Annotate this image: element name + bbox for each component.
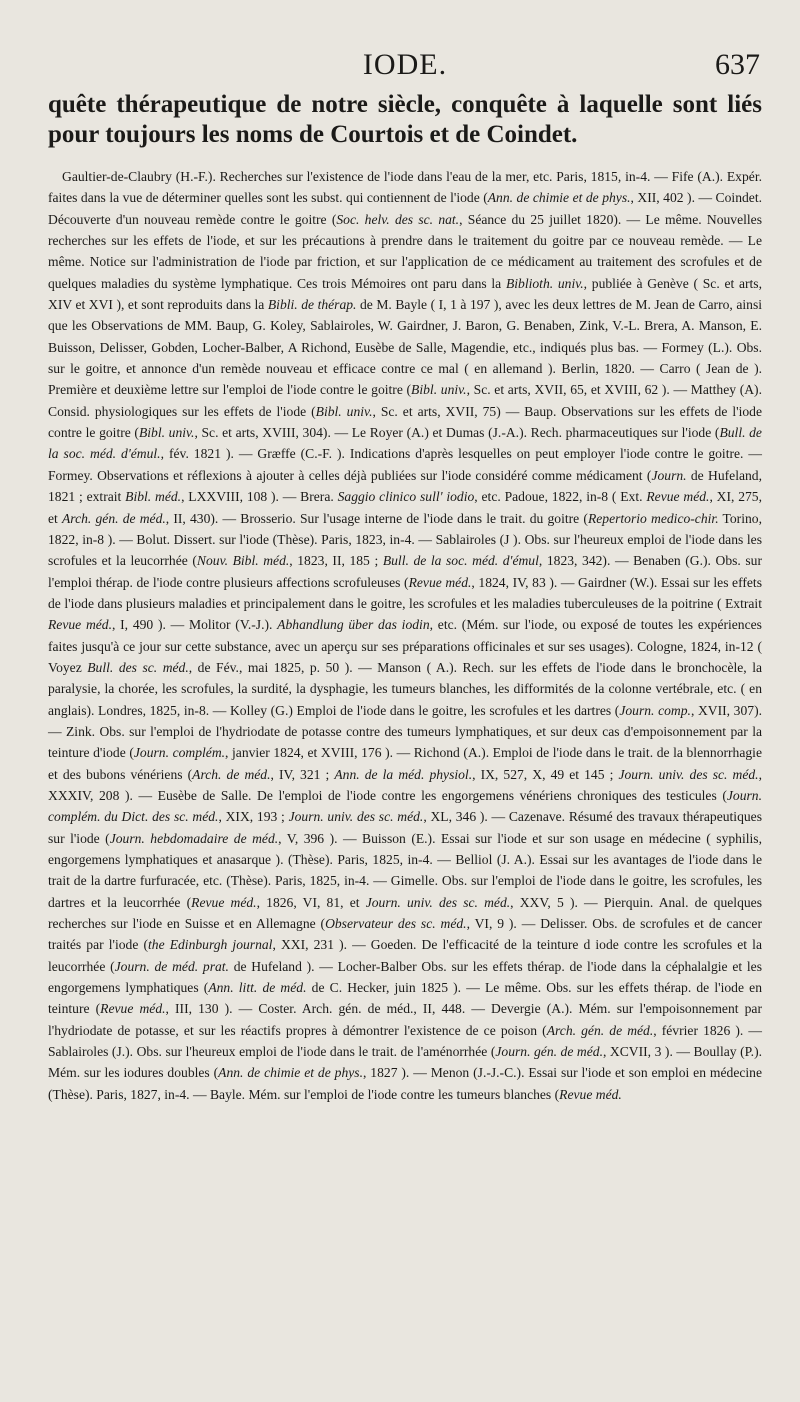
- bibliography-text: , 1824, IV, 83 ). — Gairdner (W.). Essai sur les effets de l'iode dans plusieurs maladies et principalement dans le goitre, les scrofules et les maladies tuberculeuses de la poitrine ( Extrait: [48, 574, 763, 611]
- bibliography-text: , fév. 1821 ). — Græffe (C.-F. ). Indications d'après lesquelles on peut employer l'iode contre le goitre. — Formey. Observations et réflexions à ajouter à celles déjà publiées sur l'iode considéré comme médicament (: [48, 446, 762, 483]
- bibliography-text: , XII, 402 ). — Coindet. Découverte d'un nouveau remède contre le goitre (: [48, 190, 763, 227]
- bibliography-source-title: Bibli. de thérap.: [267, 297, 357, 313]
- bibliography-source-title: Observateur des sc. méd.: [325, 916, 467, 932]
- bibliography-text: de C. Hecker, juin 1825 ). — Le même. Obs. sur les effets thérap. de l'iode en teinture (: [48, 980, 762, 1017]
- bibliography-text: , XL, 346 ). — Cazenave. Résumé des travaux thérapeutiques sur l'iode (: [48, 809, 762, 846]
- bibliography-source-title: Revue méd.: [191, 894, 257, 910]
- bibliography-text: , XXV, 5 ). — Pierquin. Anal. de quelques recherches sur l'iode en Suisse et en Allemagne (: [48, 894, 762, 932]
- bibliography-source-title: Arch. de méd.: [192, 766, 271, 782]
- bibliography-source-title: Ann. de chimie et de phys.: [218, 1065, 363, 1081]
- bibliography-text: Gaultier-de-Claubry (H.-F.). Recherches sur l'existence de l'iode dans l'eau de la mer, etc. Paris, 1815, in-4. — Fife (A.). Expér. faites dans la vue de déterminer quelles sont les subst. qui contiennent de l'iode (: [48, 169, 762, 206]
- bibliography-text: , I, 490 ). — Molitor (V.-J.).: [112, 617, 278, 633]
- bibliography-source-title: the Edinburgh journal: [148, 937, 273, 953]
- bibliography-source-title: Journ. gén. de méd.: [495, 1044, 603, 1060]
- bibliography-source-title: Journ. univ. des sc. méd.: [618, 766, 759, 782]
- bibliography-text: , LXXVIII, 108 ). — Brera.: [181, 489, 338, 505]
- bibliography-source-title: Journ.: [651, 467, 687, 483]
- bibliography-source-title: Journ. complém.: [133, 745, 226, 761]
- bibliography-text: , XVII, 307). — Zink. Obs. sur l'emploi de l'hydriodate de potasse contre des tumeurs lymphatiques, et sur deux cas d'empoisonnement par la teinture d'iode (: [48, 702, 762, 761]
- bibliography-source-title: Bibl. méd.: [125, 489, 182, 505]
- bibliography-text: , Sc. et arts, XVII, 65, et XVIII, 62 ). — Matthey (A). Consid. physiologiques sur les effets de l'iode (: [48, 382, 762, 419]
- bibliography-source-title: Journ. comp.: [619, 702, 691, 718]
- bibliography-text: , III, 130 ). — Coster. Arch. gén. de méd., II, 448. — Devergie (A.). Mém. sur l'empoisonnement par l'hydriodate de potasse, et sur les réactifs propres à démontrer l'existence de ce poison (: [48, 1001, 762, 1038]
- bibliography-source-title: Arch. gén. de méd.: [62, 510, 166, 526]
- bibliography-source-title: Soc. helv. des sc. nat.: [336, 211, 460, 227]
- bibliography-source-title: Bibl. univ.: [411, 382, 467, 398]
- bibliography-source-title: Journ. univ. des sc. méd.: [288, 809, 424, 825]
- bibliography-text: , Séance du 25 juillet 1820). — Le même. Nouvelles recherches sur les effets de l'iode, et sur les précautions à prendre dans le traitement du goitre par ce nouveau remède. — Le même. Notice sur l'administration de l'iode par friction, et sur l'application de ce médicament au traitement des scrofules et de quelques maladies du système lymphatique. Ces trois Mémoires ont paru dans la: [48, 211, 763, 291]
- bibliography-source-title: Revue méd.: [100, 1001, 166, 1017]
- intro-paragraph: quête thérapeutique de notre siècle, conquête à laquelle sont liés pour toujours les noms de Courtois et de Coindet.: [48, 91, 762, 148]
- bibliography-text: , publiée à Genève ( Sc. et arts, XIV et XVI ), et sont reproduits dans la: [48, 275, 762, 313]
- bibliography-text: , etc. Padoue, 1822, in-8 ( Ext.: [474, 489, 647, 505]
- page-number: 637: [715, 48, 760, 81]
- bibliography-source-title: Revue méd.: [559, 1086, 622, 1102]
- bibliography-text: , VI, 9 ). — Delisser. Obs. de scrofules et de cancer traités par l'iode (: [48, 916, 762, 953]
- bibliography-source-title: Revue méd.: [48, 617, 112, 633]
- bibliography-source-title: Ann. de chimie et de phys.: [487, 190, 631, 206]
- bibliography-text: , IX, 527, X, 49 et 145 ;: [472, 766, 619, 782]
- bibliography-text: de Hufeland ). — Locher-Balber Obs. sur les effets thérap. de l'iode dans la céphalalgie et les engorgemens lymphatiques (: [48, 958, 762, 996]
- bibliography-text: , 1826, VI, 81, et: [256, 894, 366, 910]
- bibliography-text: , XI, 275, et: [48, 489, 762, 526]
- bibliography-text: , février 1826 ). — Sablairoles (J.). Obs. sur l'heureux emploi de l'iode dans le trait. de l'aménorrhée (: [48, 1022, 762, 1060]
- bibliography-source-title: Nouv. Bibl. méd.: [196, 553, 290, 569]
- bibliography-source-title: Journ. hebdomadaire de méd.: [109, 830, 279, 846]
- bibliography-source-title: Journ. de méd. prat.: [114, 958, 229, 974]
- bibliography-text: , V, 396 ). — Buisson (E.). Essai sur l'iode et sur son usage en médecine ( syphilis, engorgemens lymphatiques et anasarque ). (Thèse). Paris, 1825, in-4. — Belliol (J. A.). Essai sur les avantages de l'iode dans le trait de la dartre furfuracée, etc. (Thèse). Paris, 1825, in-4. — Gimelle. Obs. sur l'emploi de l'iode dans le goitre, les scrofules, les dartres et la leucorrhée (: [48, 830, 762, 910]
- bibliography-source-title: Bull. des sc. méd.: [87, 659, 189, 675]
- bibliography-text: , 1823, 342). — Benaben (G.). Obs. sur l'emploi thérap. de l'iode contre plusieurs affections scrofuleuses (: [48, 553, 763, 590]
- bibliography-source-title: Bull. de la soc. méd. d'émul: [382, 553, 539, 569]
- bibliography-text: , Sc. et arts, XVII, 75) — Baup. Observations sur les effets de l'iode contre le goitre (: [48, 403, 762, 441]
- bibliography-source-title: Ann. litt. de méd.: [208, 980, 307, 996]
- bibliography-source-title: Journ. univ. des sc. méd.: [365, 894, 511, 910]
- bibliography-text: , II, 430). — Brosserio. Sur l'usage interne de l'iode dans le trait. du goitre (: [165, 510, 588, 526]
- bibliography-text: , Sc. et arts, XVIII, 304). — Le Royer (A.) et Dumas (J.-A.). Rech. pharmaceutiques sur l'iode (: [194, 425, 720, 441]
- bibliography-source-title: Revue méd.: [646, 489, 710, 505]
- bibliography-source-title: Bibl. univ.: [138, 425, 195, 441]
- bibliography-source-title: Abhandlung über das iodin: [277, 617, 430, 633]
- bibliography-text: , IV, 321 ;: [270, 766, 335, 782]
- bibliography-source-title: Revue méd.: [408, 574, 472, 590]
- bibliography-text: , XXI, 231 ). — Goeden. De l'efficacité de la teinture d iode contre les scrofules et la leucorrhée (: [48, 937, 762, 974]
- bibliography-text: Torino, 1822, in-8 ). — Bolut. Dissert. sur l'iode (Thèse). Paris, 1823, in-4. — Sablairoles (J ). Obs. sur l'heureux emploi de l'iode dans les scrofules et la leucorrhée (: [48, 510, 762, 569]
- bibliography-text: , de Fév., mai 1825, p. 50 ). — Manson ( A.). Rech. sur les effets de l'iode dans le bronchocèle, la paralysie, la chorée, les scrofules, la surdité, la dysphagie, les tumeurs blanches, les difformités de la colonne vertébrale, etc. ( en anglais). Londres, 1825, in-8. — Kolley (G.) Emploi de l'iode dans le goitre, les scrofules et les dartres (: [48, 659, 763, 718]
- bibliography-text: de M. Bayle ( I, 1 à 197 ), avec les deux lettres de M. Jean de Carro, ainsi que les Observations de MM. Baup, G. Koley, Sablairoles, W. Gairdner, J. Baron, G. Benaben, Zink, V.-L. Brera, A. Manson, E. Buisson, Delisser, Gobden, Locher-Balber, A Richond, Eusèbe de Salle, Magendie, etc., indiqués plus bas. — Formey (L.). Obs. sur le goitre, et annonce d'un remède nouveau et efficace contre ce mal ( en allemand ). Berlin, 1820. — Carro ( Jean de ). Première et deuxième lettre sur l'emploi de l'iode contre le goitre (: [48, 297, 763, 398]
- running-title: IODE.: [362, 48, 448, 81]
- bibliography-paragraph: [48, 166, 762, 1105]
- bibliography-source-title: Biblioth. univ.: [505, 275, 584, 291]
- bibliography-text: , 1827 ). — Menon (J.-J.-C.). Essai sur l'iode et son emploi en médecine (Thèse). Paris, 1827, in-4. — Bayle. Mém. sur l'emploi de l'iode contre les tumeurs blanches (: [48, 1065, 762, 1102]
- bibliography-text: , XXXIV, 208 ). — Eusèbe de Salle. De l'emploi de l'iode contre les engorgemens vénériens chroniques des testicules (: [48, 766, 762, 803]
- bibliography-text: , janvier 1824, et XVIII, 176 ). — Richond (A.). Emploi de l'iode dans le trait. de la blennorrhagie et des bubons vénériens (: [48, 745, 762, 782]
- bibliography-source-title: Repertorio medico-chir.: [587, 510, 719, 526]
- bibliography-source-title: Bull. de la soc. méd. d'émul.: [48, 425, 762, 462]
- bibliography-source-title: Journ. complém. du Dict. des sc. méd.: [48, 787, 762, 825]
- bibliography-text: , 1823, II, 185 ;: [289, 553, 383, 569]
- bibliography-source-title: Arch. gén. de méd.: [546, 1022, 654, 1038]
- bibliography-text: , XIX, 193 ;: [218, 809, 289, 825]
- bibliography-source-title: Ann. de la méd. physiol.: [334, 766, 473, 782]
- bibliography-source-title: Saggio clinico sull' iodio: [337, 489, 475, 505]
- bibliography-text: de Hufeland, 1821 ; extrait: [48, 467, 763, 505]
- running-head: [48, 44, 762, 84]
- bibliography-source-title: Bibl. univ.: [315, 403, 373, 419]
- bibliography-text: , XCVII, 3 ). — Boullay (P.). Mém. sur les iodures doubles (: [48, 1044, 762, 1081]
- bibliography-text: , etc. (Mém. sur l'iode, ou exposé de toutes les expériences faites jusqu'à ce jour sur cette substance, avec un aperçu sur ses préparations officinales et sur ses usages). Cologne, 1824, in-12 ( Voyez: [48, 617, 762, 675]
